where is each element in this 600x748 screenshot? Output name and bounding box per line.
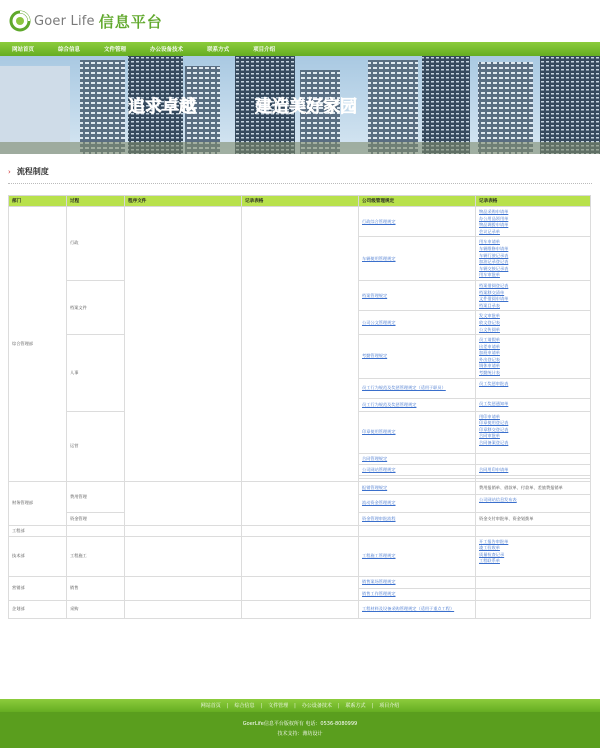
record-empty xyxy=(476,600,591,618)
footer-link-files[interactable]: 文件管理 xyxy=(268,703,289,709)
footer-nav: 网站首页 | 综合信息 | 文件管理 | 办公设备技术 | 联系方式 | 项目介绍 xyxy=(0,699,600,712)
record-links[interactable]: 发文审批单 收文登记表 公文传阅单 xyxy=(476,311,591,335)
record-links[interactable]: 合同用印申请单 xyxy=(476,464,591,475)
banner-slogan-1: 追求卓越 xyxy=(128,97,196,117)
nav-item-contact[interactable]: 联系方式 xyxy=(207,47,230,53)
banner-slogan-2: 建造美好家园 xyxy=(255,97,357,117)
footer-link-info[interactable]: 综合信息 xyxy=(234,703,255,709)
record-empty xyxy=(476,576,591,588)
dept-cell: 企划部 xyxy=(9,600,67,618)
record-cell xyxy=(242,576,359,600)
process-cell: 运营 xyxy=(67,411,125,481)
record-text: 资金支付审批单、资金划拨单 xyxy=(476,512,591,525)
record-cell xyxy=(242,481,359,525)
footer-info xyxy=(0,712,600,748)
rule-link[interactable]: 销售案场管理规定 xyxy=(359,576,476,588)
procedure-cell xyxy=(125,576,242,600)
record-text: 费用报销单、借款单、付款单、差旅费报销单 xyxy=(476,481,591,494)
rule-link[interactable]: 工程施工管理规定 xyxy=(359,536,476,576)
footer-copyright: GoerLife信息平台版权所有 电话：0536-8080999 xyxy=(242,721,358,727)
site-header xyxy=(0,0,600,42)
process-cell: 工程施工 xyxy=(67,536,125,576)
record-cell xyxy=(242,525,359,536)
rule-link[interactable]: 流动资金管理规定 xyxy=(359,494,476,512)
record-empty xyxy=(476,453,591,464)
rule-link[interactable]: 车辆使用管理规定 xyxy=(359,237,476,281)
table-row xyxy=(9,536,591,576)
record-links[interactable]: 用车申请单 车辆维修申请单 车辆行驶记录表 加油记录登记表 车辆交接记录表 用车审批单 xyxy=(476,237,591,281)
nav-item-files[interactable]: 文件管理 xyxy=(104,47,127,53)
procedure-cell xyxy=(125,600,242,618)
process-cell: 费用管理 xyxy=(67,481,125,512)
rule-link[interactable]: 员工行为规范及奖惩管理规定（适用于职员） xyxy=(359,378,476,398)
rule-link[interactable]: 考勤管理规定 xyxy=(359,335,476,379)
rule-link[interactable]: 销售工作管理规定 xyxy=(359,588,476,600)
process-cell: 档案文件 xyxy=(67,280,125,334)
logo-text-en: Goer Life xyxy=(34,13,95,29)
rule-link[interactable]: 档案管理规定 xyxy=(359,280,476,310)
process-cell: 资金管理 xyxy=(67,512,125,525)
record-links[interactable]: 公司网站信息发布表 xyxy=(476,494,591,512)
col-header-rules: 公司级管理规定 xyxy=(359,196,476,207)
site-logo[interactable] xyxy=(9,10,163,32)
rule-link[interactable]: 公司公文管理规定 xyxy=(359,311,476,335)
section-heading xyxy=(8,166,49,177)
footer-link-projects[interactable]: 项目介绍 xyxy=(379,703,400,709)
dept-cell: 综合管理部 xyxy=(9,207,67,482)
process-cell xyxy=(67,525,125,536)
section-divider xyxy=(8,183,592,184)
table-header-row xyxy=(9,196,591,207)
footer-link-contact[interactable]: 联系方式 xyxy=(345,703,366,709)
dept-cell: 技术部 xyxy=(9,536,67,576)
col-header-process: 过程 xyxy=(67,196,125,207)
record-links[interactable]: 员工奖惩审批表 xyxy=(476,378,591,398)
footer-support: 技术支持：潍坊设计 xyxy=(277,731,323,737)
table-row xyxy=(9,481,591,494)
table-row xyxy=(9,525,591,536)
process-cell: 人事 xyxy=(67,335,125,412)
col-header-procedure: 程序文件 xyxy=(125,196,242,207)
arrow-right-icon: › xyxy=(8,167,11,176)
procedure-cell xyxy=(125,207,242,482)
procedure-cell xyxy=(125,536,242,576)
footer-link-home[interactable]: 网站首页 xyxy=(200,703,221,709)
record-links[interactable]: 档案借阅登记表 档案移交清单 文件借阅申请单 档案目录表 xyxy=(476,280,591,310)
procedure-cell xyxy=(125,481,242,525)
record-empty xyxy=(476,588,591,600)
nav-item-office[interactable]: 办公设备技术 xyxy=(150,47,184,53)
process-cell: 销售 xyxy=(67,576,125,600)
nav-item-projects[interactable]: 项目介绍 xyxy=(253,47,276,53)
col-header-dept: 部门 xyxy=(9,196,67,207)
rule-link[interactable]: 报销管理规定 xyxy=(359,481,476,494)
rule-link[interactable]: 工程材料及设备采购管理规定（适用于重点工程） xyxy=(359,600,476,618)
table-row xyxy=(9,207,591,237)
hero-banner xyxy=(0,56,600,154)
logo-text-cn: 信息平台 xyxy=(98,12,163,31)
main-nav xyxy=(0,42,600,56)
table-row xyxy=(9,600,591,618)
col-header-records: 记录表格 xyxy=(242,196,359,207)
process-table xyxy=(8,195,590,619)
dept-cell: 财务管理部 xyxy=(9,481,67,525)
dept-cell: 营销部 xyxy=(9,576,67,600)
record-links[interactable]: 用印申请单 印章使用登记表 印章移交登记表 合同审批单 合同备案登记表 xyxy=(476,411,591,453)
col-header-rule-records: 记录表格 xyxy=(476,196,591,207)
record-cell xyxy=(242,207,359,482)
rule-link[interactable]: 行政综合管理规定 xyxy=(359,207,476,237)
rule-link[interactable]: 资金管理审批流程 xyxy=(359,512,476,525)
process-cell: 行政 xyxy=(67,207,125,281)
section-title: 流程制度 xyxy=(16,167,49,176)
rule-link[interactable]: 印章使用管理规定 xyxy=(359,411,476,453)
rule-link[interactable]: 合同管理规定 xyxy=(359,453,476,464)
record-cell xyxy=(242,536,359,576)
footer-link-office[interactable]: 办公设备技术 xyxy=(301,703,332,709)
rule-link[interactable]: 公司网站管理规定 xyxy=(359,464,476,475)
process-cell: 采购 xyxy=(67,600,125,618)
record-links[interactable]: 物品采购申请单 办公用品领用单 物品调拨申请单 会议记录单 xyxy=(476,207,591,237)
rule-empty xyxy=(359,525,476,536)
banner-image xyxy=(0,56,600,154)
record-links[interactable]: 员工奖惩通知单 xyxy=(476,398,591,411)
nav-item-home[interactable]: 网站首页 xyxy=(12,47,35,53)
record-cell xyxy=(242,600,359,618)
record-empty xyxy=(476,525,591,536)
table-row xyxy=(9,576,591,588)
record-links[interactable]: 开工报告审批单 竣工验收单 质量检查记录 工程联系单 xyxy=(476,536,591,576)
rule-link[interactable]: 员工行为规范及奖惩管理规定 xyxy=(359,398,476,411)
record-links[interactable]: 员工请假单 出差申请单 加班申请单 外出登记表 调休申请单 考勤统计表 xyxy=(476,335,591,379)
dept-cell: 工程部 xyxy=(9,525,67,536)
logo-swirl-icon xyxy=(9,10,31,32)
procedure-cell xyxy=(125,525,242,536)
nav-item-info[interactable]: 综合信息 xyxy=(58,47,81,53)
